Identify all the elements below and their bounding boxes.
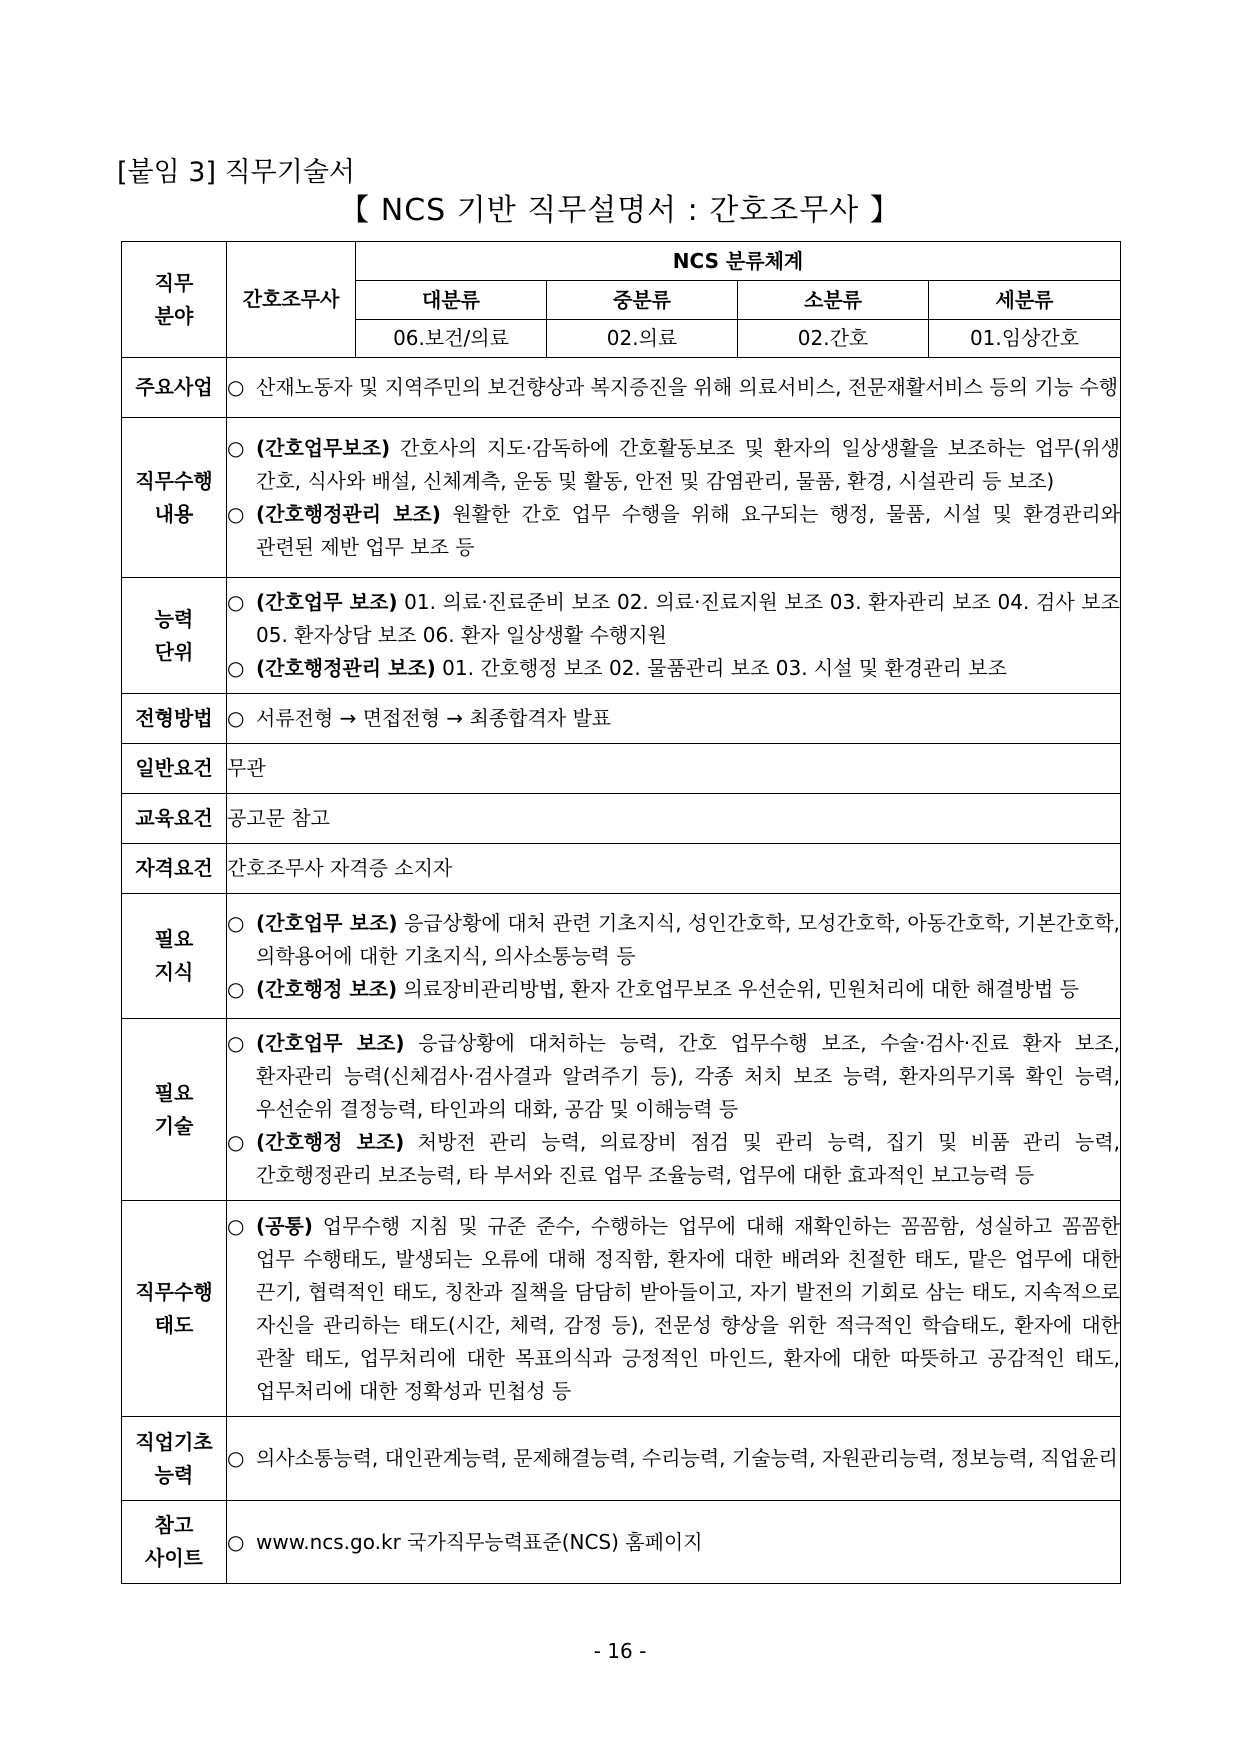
col-minor-class: 소분류 — [738, 281, 929, 320]
row-label-main-business: 주요사업 — [122, 358, 227, 418]
circle-bullet-icon: ○ — [227, 1446, 245, 1470]
row-label-skills: 필요 기술 — [122, 1019, 227, 1201]
duties-content — [227, 418, 1121, 578]
circle-bullet-icon: ○ — [227, 910, 245, 935]
qualification-req-value: 간호조무사 자격증 소지자 — [227, 844, 1121, 894]
education-req-value: 공고문 참고 — [227, 794, 1121, 844]
item-text: (공통) 업무수행 지침 및 규준 준수, 수행하는 업무에 대해 재확인하는 꼼꼼함, 성실하고 꼼꼼한 업무 수행태도, 발생되는 오류에 대해 정직함, 환자에 대한 배려와 친절한 태도, 맡은 업무에 대한 끈기, 협력적인 태도, 칭찬과 질책을 담담히 받아들이고, 자기 발전의 기회로 삼는 태도, 지속적으로 자신을 관리하는 태도(시간, 체력, 감정 등), 전문성 향상을 위한 적극적인 학습태도, 환자에 대한 관찰 태도, 업무처리에 대한 목표의식과 긍정적인 마인드, 환자에 대한 따뜻하고 공감적인 태도, 업무처리에 대한 정확성과 민첩성 등 — [256, 1213, 1120, 1403]
selection-content — [227, 694, 1121, 744]
item-text: 산재노동자 및 지역주민의 보건향상과 복지증진을 위해 의료서비스, 전문재활서비스 등의 기능 수행 — [256, 375, 1119, 399]
item-category: (간호행정관리 보조) — [256, 656, 436, 680]
item-category: (간호행정 보조) — [256, 1130, 405, 1154]
reference-content-item — [227, 1526, 1120, 1559]
item-text: 서류전형 → 면접전형 → 최종합격자 발표 — [256, 706, 612, 730]
competency-units-content-item — [227, 586, 1120, 652]
col-middle-class: 중분류 — [547, 281, 738, 320]
job-description-table — [121, 241, 1121, 1584]
circle-bullet-icon: ○ — [227, 435, 245, 460]
item-category: (간호업무 보조) — [256, 910, 398, 935]
col-detail-class: 세분류 — [929, 281, 1121, 320]
circle-bullet-icon: ○ — [227, 656, 245, 680]
item-text: (간호행정관리 보조) 원활한 간호 업무 수행을 위해 요구되는 행정, 물품, 시설 및 환경관리와 관련된 제반 업무 보조 등 — [256, 501, 1120, 559]
duties-content-item — [227, 498, 1120, 564]
row-label-qualification-req: 자격요건 — [122, 844, 227, 894]
competency-units-content-item — [227, 652, 1120, 685]
circle-bullet-icon: ○ — [227, 1130, 245, 1154]
selection-content-item — [227, 702, 1120, 735]
attitude-content — [227, 1201, 1121, 1417]
item-text: 의사소통능력, 대인관계능력, 문제해결능력, 수리능력, 기술능력, 자원관리능력, 정보능력, 직업윤리 — [256, 1446, 1118, 1470]
attachment-label: [붙임 3] 직무기술서 — [117, 157, 355, 188]
row-label-attitude: 직무수행 태도 — [122, 1201, 227, 1417]
item-text: (간호업무보조) 간호사의 지도·감독하에 간호활동보조 및 환자의 일상생활을 보조하는 업무(위생 간호, 식사와 배설, 신체계측, 운동 및 활동, 안전 및 감염관리, 물품, 환경, 시설관리 등 보조) — [256, 435, 1120, 493]
value-middle-class: 02.의료 — [547, 320, 738, 358]
item-text: (간호업무 보조) 응급상황에 대처하는 능력, 간호 업무수행 보조, 수술·검사·진료 환자 보조, 환자관리 능력(신체검사·검사결과 알려주기 등), 각종 처치 보조 능력, 환자의무기록 확인 능력, 우선순위 결정능력, 타인과의 대화, 공감 및 이해능력 등 — [256, 1031, 1120, 1121]
row-label-competency-units: 능력 단위 — [122, 578, 227, 694]
item-category: (간호행정 보조) — [256, 976, 398, 1001]
item-text: www.ncs.go.kr 국가직무능력표준(NCS) 홈페이지 — [256, 1529, 703, 1554]
item-text: (간호행정 보조) 의료장비관리방법, 환자 간호업무보조 우선순위, 민원처리에 대한 해결방법 등 — [256, 976, 1079, 1001]
row-label-education-req: 교육요건 — [122, 794, 227, 844]
value-minor-class: 02.간호 — [738, 320, 929, 358]
circle-bullet-icon: ○ — [227, 375, 245, 399]
circle-bullet-icon: ○ — [227, 1529, 245, 1554]
item-text: (간호행정관리 보조) 01. 간호행정 보조 02. 물품관리 보조 03. 시설 및 환경관리 보조 — [256, 656, 1007, 680]
skills-content-item — [227, 1027, 1120, 1126]
field-label — [122, 242, 227, 358]
item-category: (간호행정관리 보조) — [256, 501, 441, 526]
col-major-class: 대분류 — [356, 281, 547, 320]
circle-bullet-icon: ○ — [227, 976, 245, 1001]
row-label-duties: 직무수행 내용 — [122, 418, 227, 578]
item-category: (간호업무보조) — [256, 435, 391, 460]
duties-content-item — [227, 432, 1120, 498]
document-title: 【 NCS 기반 직무설명서 : 간호조무사 】 — [339, 193, 901, 228]
row-label-basic-ability: 직업기초 능력 — [122, 1417, 227, 1501]
value-detail-class: 01.임상간호 — [929, 320, 1121, 358]
field-label-text: 직무 분야 — [154, 270, 194, 328]
circle-bullet-icon: ○ — [227, 1213, 245, 1238]
circle-bullet-icon: ○ — [227, 501, 245, 526]
basic-ability-content-item — [227, 1442, 1120, 1475]
circle-bullet-icon: ○ — [227, 1031, 245, 1055]
knowledge-content-item — [227, 973, 1120, 1006]
knowledge-content-item — [227, 907, 1120, 973]
attitude-content-item — [227, 1210, 1120, 1408]
item-text: (간호업무 보조) 01. 의료·진료준비 보조 02. 의료·진료지원 보조 03. 환자관리 보조 04. 검사 보조 05. 환자상담 보조 06. 환자 일상생활 수행지원 — [256, 590, 1120, 647]
row-label-knowledge: 필요 지식 — [122, 894, 227, 1019]
value-major-class: 06.보건/의료 — [356, 320, 547, 358]
skills-content-item — [227, 1126, 1120, 1192]
row-label-general-req: 일반요건 — [122, 744, 227, 794]
basic-ability-content — [227, 1417, 1121, 1501]
item-category: (간호업무 보조) — [256, 1031, 405, 1055]
reference-content — [227, 1501, 1121, 1584]
skills-content — [227, 1019, 1121, 1201]
circle-bullet-icon: ○ — [227, 590, 245, 614]
general-req-value: 무관 — [227, 744, 1121, 794]
item-category: (공통) — [256, 1213, 313, 1238]
page-number: - 16 - — [593, 1639, 647, 1663]
knowledge-content — [227, 894, 1121, 1019]
item-text: (간호행정 보조) 처방전 관리 능력, 의료장비 점검 및 관리 능력, 집기 및 비품 관리 능력, 간호행정관리 보조능력, 타 부서와 진료 업무 조율능력, 업무에 대한 효과적인 보고능력 등 — [256, 1130, 1121, 1187]
row-label-selection: 전형방법 — [122, 694, 227, 744]
ncs-classification-title: NCS 분류체계 — [356, 242, 1121, 281]
main-business-content — [227, 358, 1121, 418]
item-category: (간호업무 보조) — [256, 590, 398, 614]
main-business-content-item — [227, 371, 1120, 404]
row-label-reference: 참고 사이트 — [122, 1501, 227, 1584]
job-name: 간호조무사 — [227, 242, 356, 358]
item-text: (간호업무 보조) 응급상황에 대처 관련 기초지식, 성인간호학, 모성간호학, 아동간호학, 기본간호학, 의학용어에 대한 기초지식, 의사소통능력 등 — [256, 910, 1120, 968]
competency-units-content — [227, 578, 1121, 694]
circle-bullet-icon: ○ — [227, 706, 245, 730]
